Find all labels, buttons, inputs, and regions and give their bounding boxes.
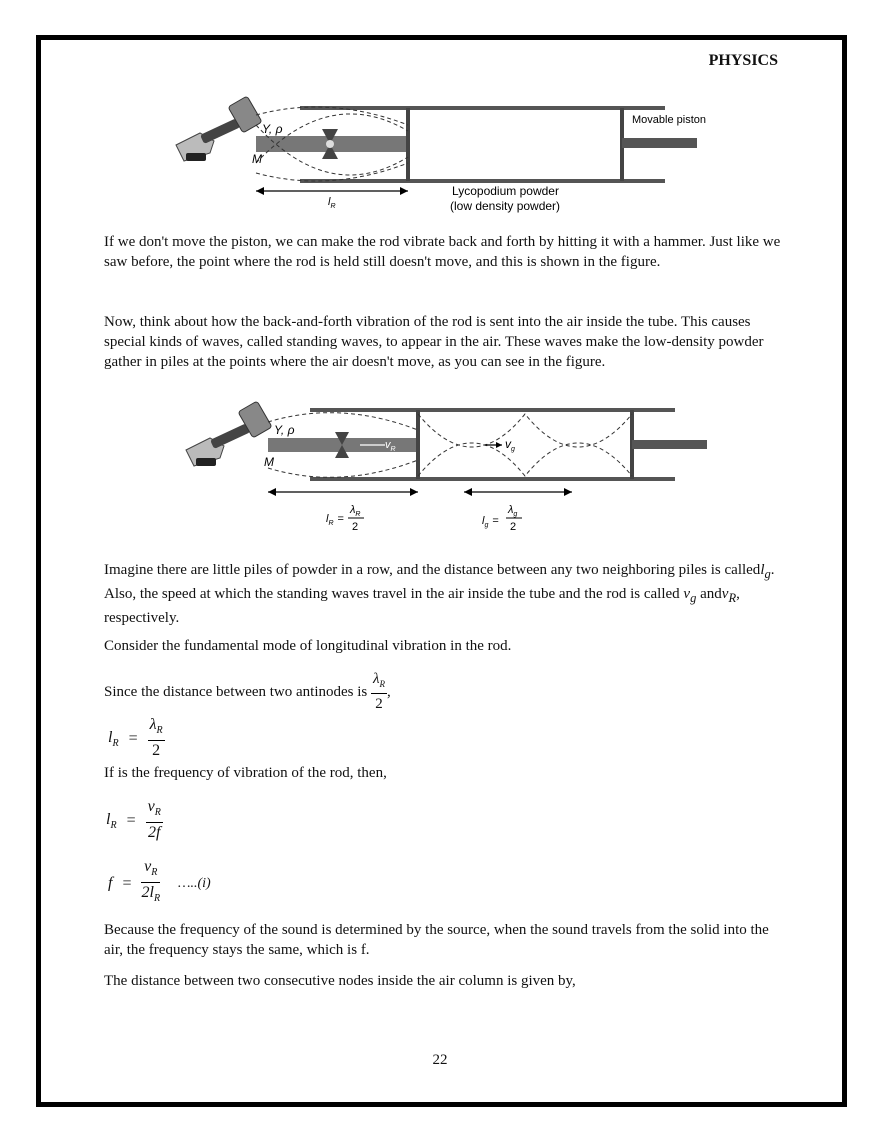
fig2-lr-label: l bbox=[326, 513, 329, 525]
fig2-lg-equals: = bbox=[492, 515, 499, 527]
hammer-hand-icon bbox=[176, 96, 262, 161]
svg-text:lR bbox=[328, 196, 336, 210]
hammer-hand-icon bbox=[186, 401, 272, 466]
figure-rod-tube-2 bbox=[180, 400, 720, 540]
svg-text:λR bbox=[349, 504, 360, 518]
fig2-vg-sub: g bbox=[511, 446, 515, 453]
paragraph-2: Now, think about how the back-and-forth vibration of the rod is sent into the air inside the tube. This causes special kinds of waves, called standing waves, to appear in the air. These waves make the low-density powder gather in piles at the points where the air doesn't move, as you can see in the figure. bbox=[104, 314, 764, 370]
fig1-length-label: l bbox=[328, 196, 331, 208]
fig2-vr-sub: R bbox=[390, 446, 396, 453]
paragraph-6: If is the frequency of vibration of the rod, then, bbox=[104, 765, 387, 781]
paragraph-1: If we don't move the piston, we can make the rod vibrate back and forth by hitting it with a hammer. Just like we saw before, the point where the rod is held still doesn't move, and this is shown in the figure. bbox=[104, 234, 781, 270]
fig1-length-sub: R bbox=[330, 203, 336, 210]
equation-lr-vr: $l_R$ = $\frac{v_R}{2f}$ bbox=[106, 798, 161, 842]
fig2-lr-sub: R bbox=[328, 520, 334, 527]
fig2-lr-den: 2 bbox=[352, 521, 359, 533]
fig2-material-label: Y, ρ bbox=[274, 423, 295, 437]
svg-text:lg= bbox=[482, 515, 499, 529]
fig2-lg-num-sub: g bbox=[513, 511, 518, 518]
paragraph-5: Since the distance between two antinodes is $\frac{\lambda_R}{2}$ , bbox=[104, 671, 391, 712]
fig2-vr-label: v bbox=[385, 439, 391, 451]
fig2-lr-num: λ bbox=[350, 504, 356, 516]
equation-lr-lambda: $l_R$ = $\frac{\lambda_R}{2}$ bbox=[108, 716, 163, 760]
paragraph-3: Imagine there are little piles of powder in a row, and the distance between any two neighboring piles is calledl$_g$. Also, the speed at which the standing waves travel in the air inside the tube and the rod is called $v_g$ andv$_R$, respectively. bbox=[104, 562, 775, 626]
paragraph-8: The distance between two consecutive nodes inside the air column is given by, bbox=[104, 973, 576, 989]
fig1-piston-label: Movable piston bbox=[632, 114, 706, 126]
equation-f: f = $\frac{v_R}{2l_R}$ …..(i) bbox=[108, 858, 211, 905]
fig1-powder-label-2: (low density powder) bbox=[450, 199, 561, 213]
page-number: 22 bbox=[432, 1052, 448, 1068]
fig2-lg-num: λ bbox=[508, 504, 514, 516]
fig2-lg-sub: g bbox=[484, 522, 489, 529]
subject-header: PHYSICS bbox=[708, 52, 778, 69]
fig2-mass-label: M bbox=[264, 455, 274, 469]
fig2-lr-equals: = bbox=[337, 513, 344, 525]
paragraph-4: Consider the fundamental mode of longitudinal vibration in the rod. bbox=[104, 638, 512, 654]
fig2-lr-num-sub: R bbox=[355, 511, 361, 518]
figure-rod-tube-1 bbox=[170, 95, 710, 220]
svg-text:vg bbox=[505, 437, 515, 453]
paragraph-7: Because the frequency of the sound is determined by the source, when the sound travels from the solid into the air, the frequency stays the same, which is f. bbox=[104, 922, 769, 958]
fig1-mass-label: M bbox=[252, 152, 262, 166]
fig2-lg-den: 2 bbox=[510, 521, 517, 533]
fig2-vg-label: v bbox=[505, 437, 511, 451]
svg-text:λg bbox=[507, 504, 517, 518]
fig1-material-label: Y, ρ bbox=[262, 122, 283, 136]
fig1-powder-label-1: Lycopodium powder bbox=[452, 184, 559, 198]
svg-text:lR= bbox=[326, 513, 344, 527]
fig2-lg-label: l bbox=[482, 515, 485, 527]
